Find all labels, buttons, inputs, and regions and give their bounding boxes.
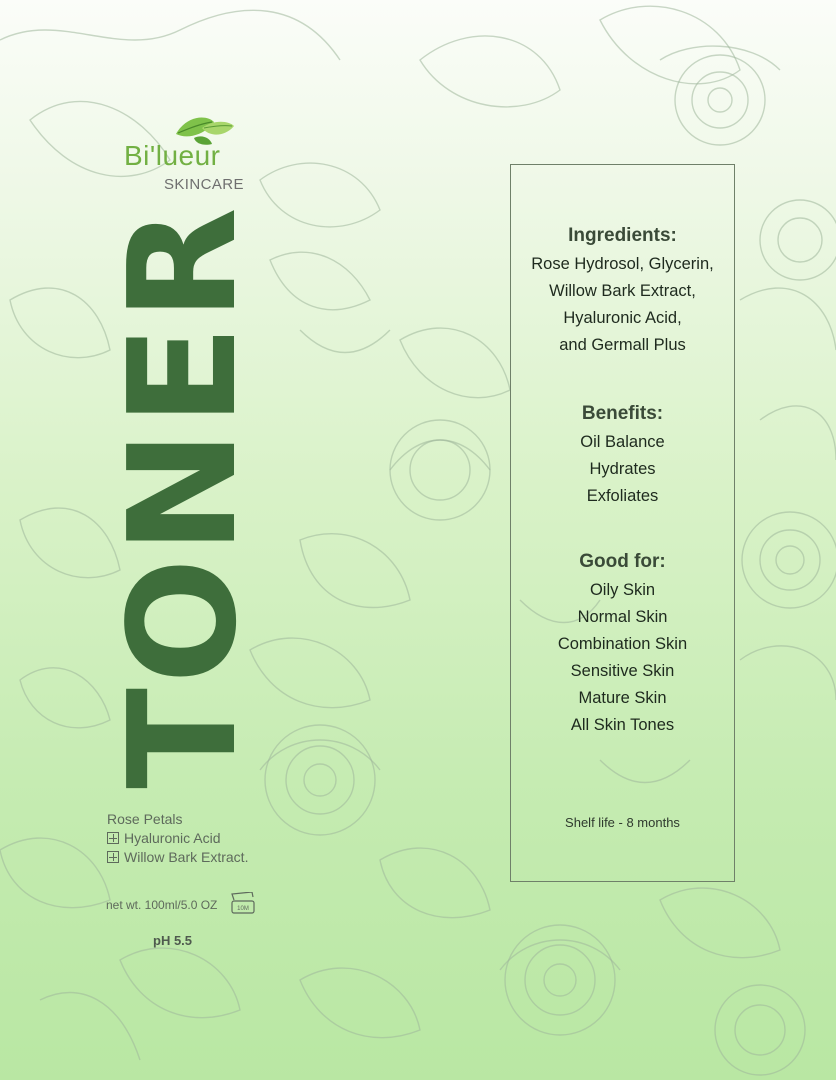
ingredient-line: Willow Bark Extract, — [549, 282, 696, 300]
goodfor-item: Combination Skin — [557, 635, 688, 653]
plus-icon — [107, 851, 119, 863]
benefits-section — [511, 403, 734, 510]
pao-label: 10M — [237, 906, 249, 912]
product-title: TONER — [97, 203, 269, 789]
formula-item: Hyaluronic Acid — [107, 829, 248, 848]
plus-icon — [107, 832, 119, 844]
formula-base: Rose Petals — [107, 811, 183, 827]
ingredients-title: Ingredients: — [568, 225, 677, 246]
benefit-item: Oil Balance — [580, 433, 665, 451]
formula-list — [107, 810, 248, 867]
brand-logo — [118, 112, 258, 196]
goodfor-item: Normal Skin — [577, 608, 668, 626]
shelf-life: Shelf life - 8 months — [565, 815, 680, 830]
net-weight: net wt. 100ml/5.0 OZ — [106, 898, 218, 912]
goodfor-item: Sensitive Skin — [570, 662, 675, 680]
goodfor-item: All Skin Tones — [570, 716, 675, 734]
info-panel — [510, 164, 735, 882]
product-title-area — [97, 203, 269, 789]
ingredient-line: Rose Hydrosol, Glycerin, — [531, 255, 714, 273]
open-jar-icon — [230, 892, 256, 914]
benefit-item: Hydrates — [589, 460, 656, 478]
ingredient-line: and Germall Plus — [559, 336, 686, 354]
formula-item: Willow Bark Extract. — [107, 848, 248, 867]
benefits-title: Benefits: — [581, 403, 664, 424]
ingredient-line: Hyaluronic Acid, — [563, 309, 682, 327]
brand-name: Bi'lueur — [124, 140, 221, 171]
goodfor-item: Oily Skin — [589, 581, 656, 599]
benefit-item: Exfoliates — [586, 487, 659, 505]
ingredients-section — [511, 225, 734, 359]
goodfor-section — [511, 551, 734, 739]
ph-value: pH 5.5 — [153, 933, 193, 948]
brand-subtitle: SKINCARE — [164, 176, 244, 193]
goodfor-title: Good for: — [579, 551, 666, 572]
goodfor-item: Mature Skin — [578, 689, 667, 707]
